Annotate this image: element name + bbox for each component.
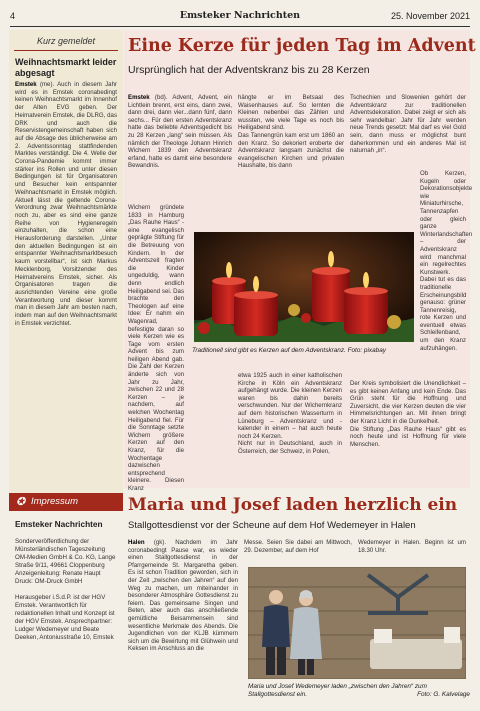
article1-text: Das Tannengrün kam erst um 1860 an den Kranz. So dekoriert eroberte der Adventskranz langsam zunächst die evangelischen Kirchen und privaten Haushalte, bis dann	[238, 131, 344, 170]
impressum-label: Impressum	[31, 496, 78, 507]
article1-column-3b	[420, 170, 473, 352]
page-header	[10, 6, 470, 27]
article1-dateline: Emstek	[128, 94, 150, 101]
article1-headline: Eine Kerze für jeden Tag im Advent	[128, 36, 476, 56]
article2-subhead: Stallgottesdienst vor der Scheune auf dem Hof Wedemeyer in Halen	[128, 520, 416, 531]
article1-column-3c	[350, 380, 466, 448]
article2-text: (gk). Nachdem im Jahr coronabedingt Pause war, es wieder einen Stallgottesdienst in der Pfarrgemeinde St. Margaretha geben. Es ist schon Tradition geworden, sich in der Zeit „zwischen den Jahren“ auf den Weg zu machen, um miteinander in besonderer Atmosphäre Gottesdienst zu feiern. Das gemeinsame Singen und Beten, aber auch das anschließende gemütliche Beisammensein sind wesentliche Merkmale des Abends. Die Jugendlichen von der KLJB kümmern sich um die Bewirtung mit Glühwein und Keksen im Anschluss an die	[128, 539, 238, 653]
article1-text: etwa 1925 auch in einer katholischen Kirche in Köln ein Adventskranz aufgehängt wurde. Die kleinen Kerzen waren bis dahin bereits verschwunden. Nur der Wichernkranz auf dem historischen Wasserturm in Lüneburg – Adventskranz und -kalender in einem – hat auch heute noch 24 Kerzen.	[238, 372, 342, 440]
article1-subhead: Ursprünglich hat der Adventskranz bis zu 28 Kerzen	[128, 64, 370, 76]
sidebar-dateline: Emstek	[15, 81, 37, 88]
article2-column-3	[358, 539, 466, 554]
sidebar-kurz-gemeldet	[9, 30, 123, 500]
article1-text: Wichern gründete 1833 in Hamburg „Das Rauhe Haus“ - eine evangelisch geprägte Stiftung für die Betreuung von Kindern. In der Adventszeit fragten die Kinder ungeduldig, wann denn endlich Heiligabend sei. Das brachte den Theologen auf eine Idee: Er nahm ein Wagenrad, befestigte daran so viele Kerzen wie es Tage vom ersten Advent bis zum heiligen Abend gab. Die Zahl der Kerzen änderte sich von Jahr zu Jahr, zwischen 22 und 28 Kerzen – je nachdem, auf welchen Wochentag Heiligabend fiel. Für die Sonntage setzte Wichern größere Kerzen auf den Kranz, für die Wochentage dazwischen entsprechend kleinere. Diesen Kranz	[128, 204, 184, 492]
article1-text: Die Stiftung „Das Rauhe Haus“ gibt es noch heute und ist Hoffnung für viele Menschen.	[350, 425, 466, 448]
article1-text: Ob Kerzen, Kugeln oder Dekorationsobjekte wie Miniaturhirsche, Tannenzapfen oder gleich ganze Winterlandschaften – der Adventskranz wird manchmal ein regelrechtes Kunstwerk. Dabei tut es das traditionelle Erscheinungsbild genauso: grüner Tannenreisig, rote Kerzen und eventuell etwas Schleifenband, um den Kranz aufzuhängen.	[420, 170, 473, 352]
impressum-editor: Herausgeber i.S.d.P. ist der HGV Emstek. Verantwortlich für redaktionellen Inhalt und Konzept ist der HGV Emstek. Ansprechpartner: Ludger Wedemeyer und Beate Deeken, Antoniusstraße 10, Emstek	[15, 594, 115, 641]
photo2-caption	[248, 683, 470, 699]
article1-column-1b	[128, 204, 184, 493]
sidebar-kicker: Kurz gemeldet	[14, 34, 118, 51]
article1-text: Der Kreis symbolisiert die Unendlichkeit – es gibt keinen Anfang und kein Ende. Das Grün steht für die Hoffnung und Zuversicht, die vier Kerzen deuten die vier Himmelsrichtungen an. Mit ihnen bringt der Kranz Licht in die Dunkelheit.	[350, 380, 466, 425]
article2-column-2	[244, 539, 352, 554]
article2-column-1	[128, 539, 238, 653]
article1-column-1	[128, 94, 232, 170]
sidebar-body	[15, 81, 117, 328]
photo2-caption-text: Maria und Josef Wedemeyer laden „zwischen den Jahren“ zum Stallgottesdienst ein.	[248, 683, 427, 698]
article1-text: hängte er im Betsaal des Waisenhauses auf. So lernten die Kleinen nebenbei das Zählen und wussten, wie viele Tage es noch bis Heiligabend sind.	[238, 94, 344, 132]
article2-headline: Maria und Josef laden herzlich ein	[128, 495, 458, 515]
sidebar-text: (me). Auch in diesem Jahr wird es in Emstek coronabedingt keinen Weihnachtsmarkt im Innenhof der Alten EVG geben. Der Heimatverein Emstek, die DLRG, das DRK und auch die Reservistengemeinschaft haben sich auf die Absage des üblicherweise am 2. Adventssonntag stattfindenden Marktes verständigt. Die 4. Welle der Corona-Pandemie kommt immer stärker ins Rollen und unter diesen Bedingungen ist für Organisatoren und Besucher kein entspannter Weihnachtsmarkt in Emstek möglich. Aktuell lässt die geltende Corona-Verordnung zwar Weihnachtsmärkte noch zu, aber es sind eine ganze Reihe von Hygieneregeln einzuhalten, die schon eine Herausforderung darstellen. „Unter den aktuellen Bedingungen ist ein entspannter Weihnachtsmarktbesuch kaum vorstellbar“, ist sich Markus Mecklenborg, Vorsitzender des Heimatvereins Emstek, sicher. Als Organisatoren tragen die ausrichtenden Vereine eine große Verantwortung und dieser kommt man in diesem Jahr am besten nach, indem man auf den Weihnachtsmarkt in Emstek verzichtet.	[15, 81, 117, 327]
article1-text: Nicht nur in Deutschland, auch in Österreich, der Schweiz, in Polen,	[238, 440, 342, 455]
star-icon: ✪	[16, 496, 26, 508]
page-number: 4	[10, 11, 16, 21]
masthead: Emsteker Nachrichten	[179, 10, 301, 21]
impressum-title: Emsteker Nachrichten	[15, 519, 103, 529]
impressum-publisher: Sonderveröffentlichung der Münsterländischen Tageszeitung OM-Medien GmbH & Co. KG, Lange Straße 9/11, 49661 Cloppenburg Anzeigenleitung: Renate Haupt Druck: OM-Druck GmbH	[15, 538, 116, 585]
advent-candles-photo	[194, 232, 414, 342]
photo1-caption: Traditionell sind gibt es Kerzen auf dem Adventskranz. Foto: pixabay	[192, 347, 386, 354]
article1-text: Tschechien und Slowenien gehört der Adventskranz zur traditionellen Adventsdekoration. Dabei zeigt er sich als sehr wandelbar: Jahr für Jahr werden neue Trends gesetzt: Mal darf es viel Gold sein, dann muss er möglichst bunt daherkommen und ein anderes Mal ist naturnah „in“.	[350, 94, 466, 155]
article1-column-2	[238, 94, 344, 170]
article2-text: Messe. Seien Sie dabei am Mittwoch, 29. Dezember, auf dem Hof	[244, 539, 352, 554]
photo2-credit: Foto: G. Kalvelage	[417, 691, 470, 698]
article1-text: (bd). Advent, Advent, ein Lichtlein brennt, erst eins, dann zwei, dann drei, dann vier...dann fünf, dann sechs... Für den ersten Adventskranz hatte das beliebte Adventsgedicht bis zu 28 Kerzen „lang“ sein müssen. Als nämlich der Theologe Johann Hinrich Wichern 1839 den Adventskranz erfand, hatte es damit eine besondere Bewandnis.	[128, 94, 232, 170]
article2-dateline: Halen	[128, 539, 145, 546]
article2-text: Wedemeyer in Halen. Beginn ist um 18.30 Uhr.	[358, 539, 466, 554]
impressum-box	[9, 514, 123, 694]
article1-column-2b	[238, 372, 342, 456]
maria-josef-photo	[248, 567, 466, 679]
issue-date: 25. November 2021	[390, 11, 470, 21]
impressum-bar	[9, 493, 123, 511]
article1-column-3	[350, 94, 466, 155]
sidebar-headline: Weihnachtsmarkt leider abgesagt	[15, 57, 117, 78]
